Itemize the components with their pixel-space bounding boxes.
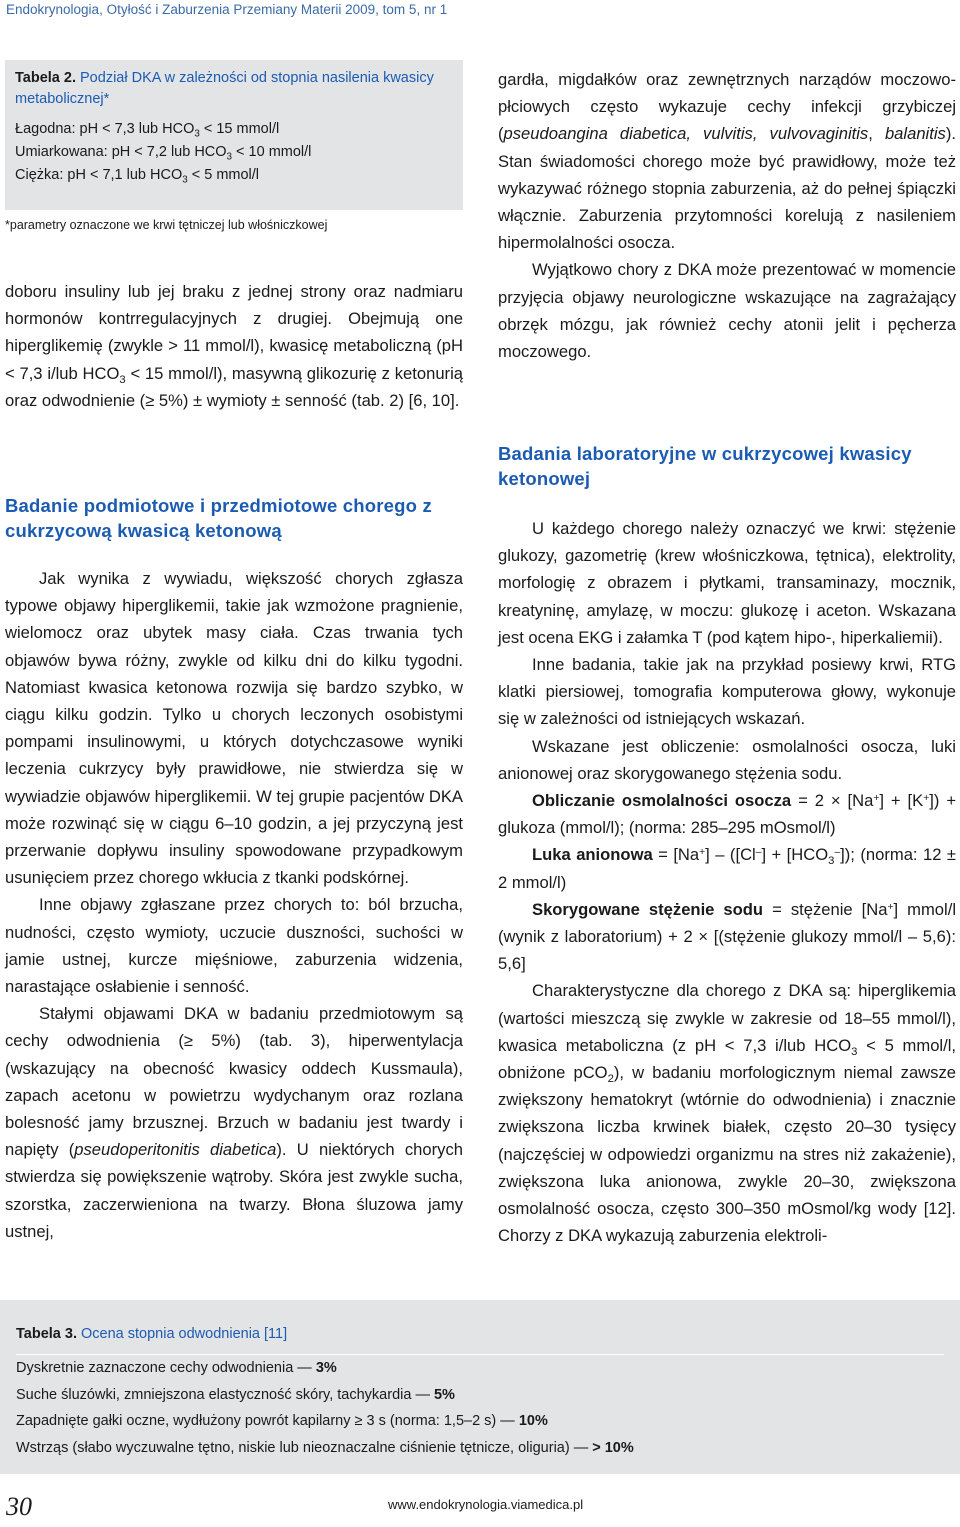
table-2-footnote: *parametry oznaczone we krwi tętniczej lub włośniczkowej [5,218,328,232]
section-heading-examination: Badanie podmiotowe i przedmiotowe chorego z cukrzycową kwasicą ketonową [5,495,432,541]
paragraph: U każdego chorego należy oznaczyć we krwi: stężenie glukozy, gazometrię (krew włośniczkowa, tętnica), elektrolity, morfologię z obrazem i płytkami, transaminazy, mocznik, kreatyninę, amylazę, w moczu: glukozę i aceton. Wskazana jest ocena EKG i załamka T (pod kątem hipo-, hiperkaliemii). [498,519,956,647]
table-3-label: Tabela 3. [16,1326,77,1342]
table-3-row: Suche śluzówki, zmniejszona elastyczność skóry, tachykardia — 5% [16,1386,455,1403]
table-2-row-mild: Łagodna: pH < 7,3 lub $HCO_3 < 15$ mmol/l [15,121,280,140]
table-3 [0,1300,960,1474]
section-heading-laboratory: Badania laboratoryjne w cukrzycowej kwasicy ketonowej [498,443,912,489]
table-2 [5,60,463,210]
table-3-row: Wstrząs (słabo wyczuwalne tętno, niskie lub nieoznaczalne ciśnienie tętnicze, oliguria) — > 10% [16,1439,634,1456]
table-2-row-severe: Ciężka: pH < 7,1 lub $HCO_3 < 5$ mmol/l [15,167,260,186]
formula-osmolality: Obliczanie osmolalności osocza = 2 × [Na+] + [K+]) + glukoza (mmol/l); (norma: 285–295 mOsmol/l) [498,791,957,838]
paragraph: gardła, migdałków oraz zewnętrznych narządów moczowo-płciowych często wykazuje cechy infekcji grzybiczej (pseudoangina diabetica, vulvitis, vulvovaginitis, balanitis). Stan świadomości chorego może być prawidłowy, może też wykazywać różnego stopnia zaburzenia, aż do pełnej śpiączki włącznie. Zaburzenia przytomności korelują z nasileniem hipermolalności osocza. [498,70,956,253]
table-2-row-moderate: Umiarkowana: pH < 7,2 lub $HCO_3 < 10$ mmol/l [15,144,312,163]
footer-url: www.endokrynologia.viamedica.pl [388,1497,584,1512]
formula-anion-gap: Luka anionowa = $[Na^+] - ([Cl^-] + [HCO_3^-])$; (norma: 12 ± 2 mmol/l) [498,845,957,892]
paragraph: Jak wynika z wywiadu, większość chorych zgłasza typowe objawy hiperglikemii, takie jak wzmożone pragnienie, wielomocz oraz ubytek masy ciała. Czas trwania tych objawów bywa różny, zwykle od kilku dni do kilku tygodni. Natomiast kwasica ketonowa rozwija się bardzo szybko, w ciągu kilku godzin. Tylko u chorych leczonych osobistymi pompami insulinowymi, u których dotychczasowe wyniki leczenia cukrzycy były prawidłowe, nie stwierdza się w wywiadzie objawów hiperglikemii. W tej grupie pacjentów DKA może rozwinąć się w ciągu 6–10 godzin, a jej przyczyną jest przerwanie dopływu insuliny spowodowane przypadkowym usunięciem przez chorego wkłucia z tkanki podskórnej. [5,569,463,888]
paragraph: Wskazane jest obliczenie: osmolalności osocza, luki anionowej oraz skorygowanego stężenia sodu. [498,736,956,783]
right-column-body [498,515,956,1249]
paragraph: Stałymi objawami DKA w badaniu przedmiotowym są cechy odwodnienia (≥ 5%) (tab. 3), hiperwentylacja (wskazujący na obecność kwasicy oddech Kussmaula), zapach acetonu w powietrzu wydychanym oraz rozlana bolesność jamy brzusznej. Brzuch w badaniu jest twardy i napięty (pseudoperitonitis diabetica). U niektórych chorych stwierdza się powiększenie wątroby. Skóra jest zwykle sucha, szorstka, zaczerwieniona na twarzy. Błona śluzowa jamy ustnej, [5,1004,463,1241]
table-3-row: Zapadnięte gałki oczne, wydłużony powrót kapilarny ≥ 3 s (norma: 1,5–2 s) — 10% [16,1413,548,1429]
right-column-intro [498,66,956,365]
paragraph: Wyjątkowo chory z DKA może prezentować w momencie przyjęcia objawy neurologiczne wskazujące na zagrażający obrzęk mózgu, jak również cechy atonii jelit i pęcherza moczowego. [498,260,956,362]
journal-header: Endokrynologia, Otyłość i Zaburzenia Przemiany Materii 2009, tom 5, nr 1 [6,2,448,17]
table-3-title-text: Ocena stopnia odwodnienia [11] [81,1326,288,1342]
left-column-intro [5,278,463,414]
left-column-body [5,565,463,1245]
paragraph: Inne badania, takie jak na przykład posiewy krwi, RTG klatki piersiowej, tomografia komputerowa głowy, wykonuje się w zależności od istniejących wskazań. [498,655,956,729]
table-2-title-text: Podział DKA w zależności od stopnia nasilenia kwasicy metabolicznej* [15,70,434,107]
paragraph: Charakterystyczne dla chorego z DKA są: hiperglikemia (wartości mieszczą się zwykle w zakresie od 18–55 mmol/l), kwasica metaboliczna (z pH < 7,3 i/lub $HCO_3 < 5$ mmol/l, obniżone pCO$_2$), w badaniu morfologicznym niemal zawsze zwiększony hematokryt (wtórnie do odwodnienia) i znacznie zwiększona liczba krwinek białek, często 20–30 tysięcy (najczęściej w odpowiedzi organizmu na stres niż zakażenie), zwiększona luka anionowa, zwykle 20–30, zwiększona osmolalność osocza, często 300–350 mOsmol/kg wody [12]. Chorzy z DKA wykazują zaburzenia elektroli- [498,981,957,1246]
table-2-title [15,68,453,110]
table-3-row: Dyskretnie zaznaczone cechy odwodnienia — 3% [16,1360,337,1376]
paragraph: Inne objawy zgłaszane przez chorych to: ból brzucha, nudności, często wymioty, uczucie duszności, suchości w jamie ustnej, kurcze mięśniowe, zaburzenia widzenia, narastające osłabienie i senność. [5,895,463,997]
page-number: 30 [6,1492,32,1521]
paragraph: doboru insuliny lub jej braku z jednej strony oraz nadmiaru hormonów kontrregulacyjnych z drugiej. Obejmują one hiperglikemię (zwykle > 11 mmol/l), kwasicę metaboliczną (pH < 7,3 i/lub $HCO_3 < 15$ mmol/l), masywną glikozurię z ketonurią oraz odwodnienie (≥ 5%) ± wymioty ± senność (tab. 2) [6, 10]. [5,282,463,410]
formula-corrected-sodium: Skorygowane stężenie sodu = stężenie [Na+] mmol/l (wynik z laboratorium) + 2 × [(stężenie glukozy mmol/l – 5,6): 5,6] [498,899,957,974]
table-2-label: Tabela 2. [15,70,76,86]
table-3-title [16,1300,944,1355]
